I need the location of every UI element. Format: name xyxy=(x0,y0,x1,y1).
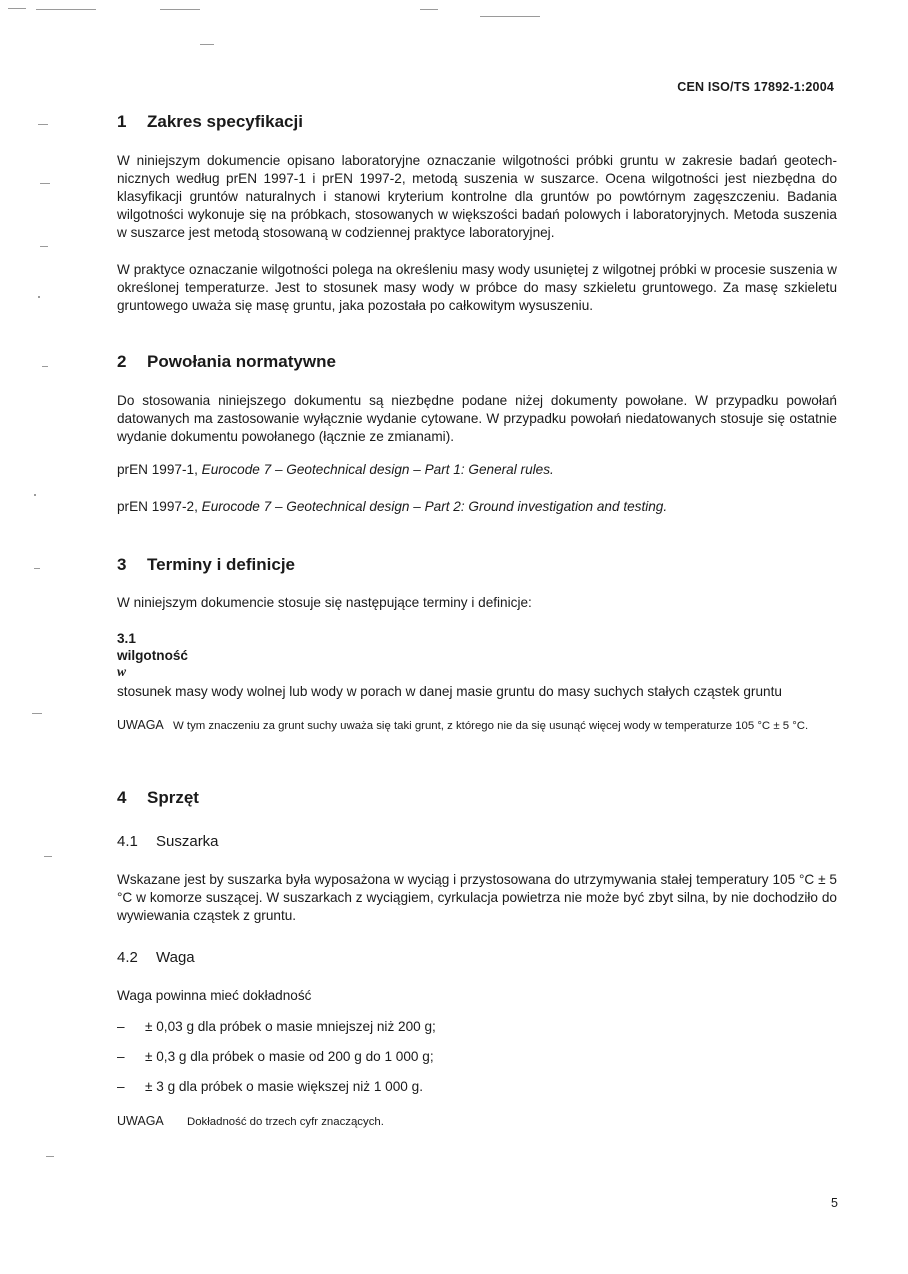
term-number: 3.1 xyxy=(117,631,136,646)
subsection-title: Waga xyxy=(156,949,195,966)
list-dash: – xyxy=(117,1049,125,1064)
list-item-text: ± 0,3 g dla próbek o masie od 200 g do 1 000 g; xyxy=(145,1049,434,1064)
subsection-number: 4.1 xyxy=(117,833,138,850)
subsection-4-1-paragraph: Wskazane jest by suszarka była wyposażona w wyciąg i przystosowana do utrzymywania stałej temperatury 105 °C ± 5 °C w komorze suszącej. W suszarkach z wyciągiem, cyrkulacja powietrza nie może być zbyt silna, by nie dochodziło do wywiewania cząstek z gruntu. xyxy=(117,872,837,923)
subsection-title: Suszarka xyxy=(156,833,219,850)
document-id: CEN ISO/TS 17892-1:2004 xyxy=(677,80,834,94)
section-4-note xyxy=(117,1114,837,1130)
list-item-text: ± 3 g dla próbek o masie większej niż 1 000 g. xyxy=(145,1079,423,1094)
section-number: 3 xyxy=(117,555,127,574)
section-1-heading xyxy=(117,112,303,132)
term-definition: stosunek masy wody wolnej lub wody w porach w danej masie gruntu do masy suchych stałych cząstek gruntu xyxy=(117,684,782,699)
section-2-heading xyxy=(117,352,336,372)
section-title: Terminy i definicje xyxy=(147,555,296,574)
subsection-4-2-intro: Waga powinna mieć dokładność xyxy=(117,988,312,1003)
section-title: Sprzęt xyxy=(147,788,199,807)
note-text: Dokładność do trzech cyfr znaczących. xyxy=(187,1116,384,1128)
section-3-heading xyxy=(117,555,295,575)
subsection-4-1-heading xyxy=(117,833,219,850)
subsection-4-2-heading xyxy=(117,949,195,966)
list-dash: – xyxy=(117,1019,125,1034)
section-number: 2 xyxy=(117,352,127,371)
section-number: 1 xyxy=(117,112,127,131)
note-label: UWAGA xyxy=(117,1114,164,1128)
section-3-intro: W niniejszym dokumencie stosuje się następujące terminy i definicje: xyxy=(117,595,532,610)
section-2-paragraph: Do stosowania niniejszego dokumentu są niezbędne podane niżej dokumenty powołane. W przypadku powołań datowanych ma zastosowanie wyłącznie wydanie cytowane. W przypadku powołań niedatowanych stosuje się ostatnie wydanie dokumentu powołanego (łącznie ze zmianami). xyxy=(117,393,837,444)
section-1-paragraph-1: W niniejszym dokumencie opisano laboratoryjne oznaczanie wilgotności próbki gruntu w zakresie badań geotech-nicznych według prEN 1997-1 i prEN 1997-2, metodą suszenia w suszarce. Ocena wilgotności jest niezbędna do klasyfikacji gruntów naturalnych i stanowi kryterium kontrolne dla gruntów po powtórnym zagęszczeniu. Badania wilgotności wykonuje się na próbkach, stosowanych w większości badań polowych i laboratoryjnych. Metoda suszenia w suszarce jest metodą stosowaną w codziennej praktyce laboratoryjnej. xyxy=(117,153,837,240)
section-number: 4 xyxy=(117,788,127,807)
term-name: wilgotność xyxy=(117,648,188,663)
section-1-paragraph-2: W praktyce oznaczanie wilgotności polega na określeniu masy wody usuniętej z wilgotnej próbki w procesie suszenia w określonej temperaturze. Jest to stosunek masy wody w próbce do masy szkieletu gruntowego. Za masę szkieletu gruntowego uważa się masę gruntu, jaka pozostała po całkowitym wysuszeniu. xyxy=(117,262,837,313)
section-3-note xyxy=(117,718,837,734)
reference-1 xyxy=(117,462,554,477)
section-4-heading xyxy=(117,788,199,808)
page-number: 5 xyxy=(831,1196,838,1210)
list-item-text: ± 0,03 g dla próbek o masie mniejszej niż 200 g; xyxy=(145,1019,436,1034)
term-symbol: w xyxy=(117,664,127,679)
section-title: Zakres specyfikacji xyxy=(147,112,303,131)
list-item xyxy=(117,1049,434,1064)
list-dash: – xyxy=(117,1079,125,1094)
reference-title: Eurocode 7 – Geotechnical design – Part 2: Ground investigation and testing. xyxy=(201,499,668,514)
reference-code: prEN 1997-1, xyxy=(117,462,198,477)
list-item xyxy=(117,1019,436,1034)
reference-code: prEN 1997-2, xyxy=(117,499,198,514)
reference-title: Eurocode 7 – Geotechnical design – Part 1: General rules. xyxy=(201,462,554,477)
note-text: W tym znaczeniu za grunt suchy uważa się taki grunt, z którego nie da się usunąć więcej wody w temperaturze 105 °C ± 5 °C. xyxy=(173,720,809,732)
list-item xyxy=(117,1079,423,1094)
reference-2 xyxy=(117,499,667,514)
subsection-number: 4.2 xyxy=(117,949,138,966)
section-title: Powołania normatywne xyxy=(147,352,336,371)
note-label: UWAGA xyxy=(117,718,164,732)
